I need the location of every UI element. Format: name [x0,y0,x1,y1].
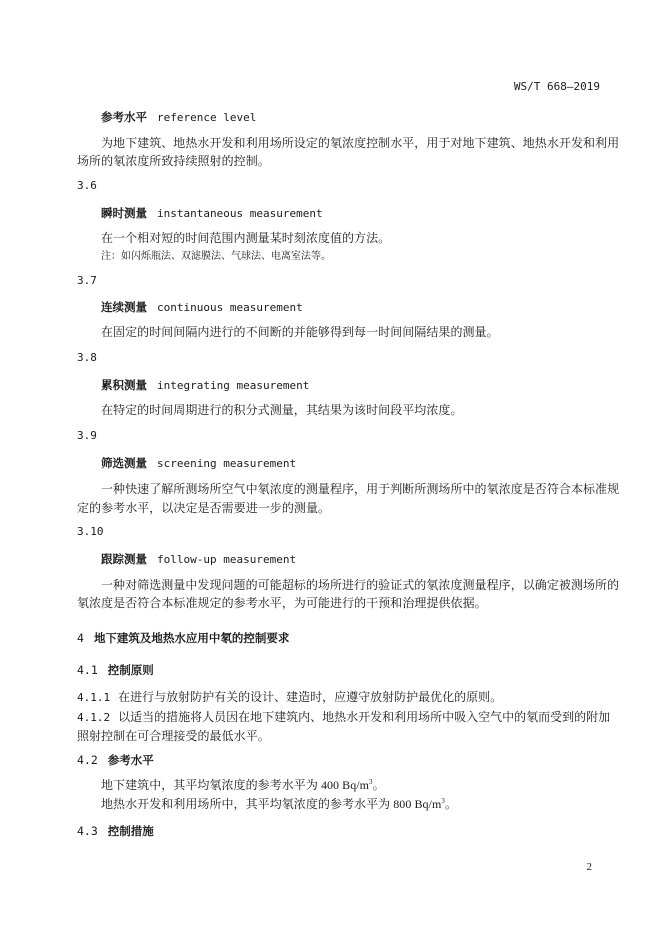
definition-line: 氡浓度是否符合本标准规定的参考水平，为可能进行的干预和治理提供依据。 [77,596,487,610]
section-heading [77,823,154,839]
term-3-9 [101,455,296,471]
term-zh: 累积测量 [101,378,147,392]
superscript: 3 [369,778,373,786]
term-zh: 连续测量 [101,300,147,314]
reference-level-text: 地热水开发和利用场所中，其平均氡浓度的参考水平为 800 Bq/m [101,797,442,811]
section-title: 控制原则 [107,663,154,677]
definition-line: 为地下建筑、地热水开发和利用场所设定的氡浓度控制水平，用于对地下建筑、地热水开发和利用 [101,136,620,150]
section-number: 4.2 [77,753,98,767]
section-number: 4.1 [77,663,98,677]
term-3-6 [101,205,323,221]
term-en: follow-up measurement [157,553,297,566]
chapter-heading [77,630,289,646]
definition-line: 定的参考水平，以决定是否需要进一步的测量。 [77,501,331,515]
section-number: 3.6 [77,179,97,192]
clause-text: 在进行与放射防护有关的设计、建造时，应遵守放射防护最优化的原则。 [118,690,503,704]
definition-line: 在固定的时间间隔内进行的不间断的并能够得到每一时间间隔结果的测量。 [101,325,499,339]
reference-level-text: 地下建筑中，其平均氡浓度的参考水平为 400 Bq/m [101,778,370,792]
definition-line: 在一个相对短的时间范围内测量某时刻浓度值的方法。 [101,231,391,245]
term-en: continuous measurement [157,301,303,314]
chapter-title: 地下建筑及地热水应用中氡的控制要求 [93,631,290,645]
term-en: reference level [157,111,257,124]
superscript: 3 [441,797,445,805]
reference-level-geothermal [101,795,457,812]
section-number: 3.10 [77,525,104,538]
section-number: 3.8 [77,351,97,364]
punctuation: 。 [372,778,385,792]
definition-line: 在特定的时间周期进行的积分式测量，其结果为该时间段平均浓度。 [101,403,463,417]
section-number: 4.3 [77,824,98,838]
definition-line: 一种对筛选测量中发现问题的可能超标的场所进行的验证式的氡浓度测量程序，以确定被测场所的 [101,578,620,592]
section-title: 参考水平 [107,753,154,767]
clause-number: 4.1.2 [77,711,111,724]
definition-line: 一种快速了解所测场所空气中氡浓度的测量程序，用于判断所测场所中的氡浓度是否符合本标准规 [101,482,620,496]
clause-number: 4.1.1 [77,691,111,704]
clause-text: 以适当的措施将人员因在地下建筑内、地热水开发和利用场所中吸入空气中的氡而受到的附加 [118,710,611,724]
chapter-number: 4 [77,631,84,645]
term-en: screening measurement [157,457,297,470]
clause-4-1-1 [77,688,502,705]
reference-level-underground [101,776,385,793]
term-3-10 [101,551,296,567]
page-number: 2 [586,861,592,873]
section-heading [77,752,154,768]
note: 注：如闪烁瓶法、双滤膜法、气球法、电离室法等。 [101,251,331,262]
term-zh: 瞬时测量 [101,206,147,220]
term-en: instantaneous measurement [157,207,323,220]
definition-line: 场所的氡浓度所致持续照射的控制。 [77,154,270,168]
clause-text-continued: 照射控制在可合理接受的最低水平。 [77,729,270,743]
term-zh: 跟踪测量 [101,552,147,566]
term-3-8 [101,377,309,393]
term-zh: 筛选测量 [101,456,147,470]
term-3-5 [101,109,256,125]
section-number: 3.9 [77,429,97,442]
term-en: integrating measurement [157,379,310,392]
standard-number: WS/T 668—2019 [513,80,600,93]
section-heading [77,662,154,678]
section-number: 3.7 [77,274,97,287]
clause-4-1-2 [77,708,610,725]
term-zh: 参考水平 [101,110,147,124]
punctuation: 。 [444,797,457,811]
term-3-7 [101,299,303,315]
section-title: 控制措施 [107,824,154,838]
